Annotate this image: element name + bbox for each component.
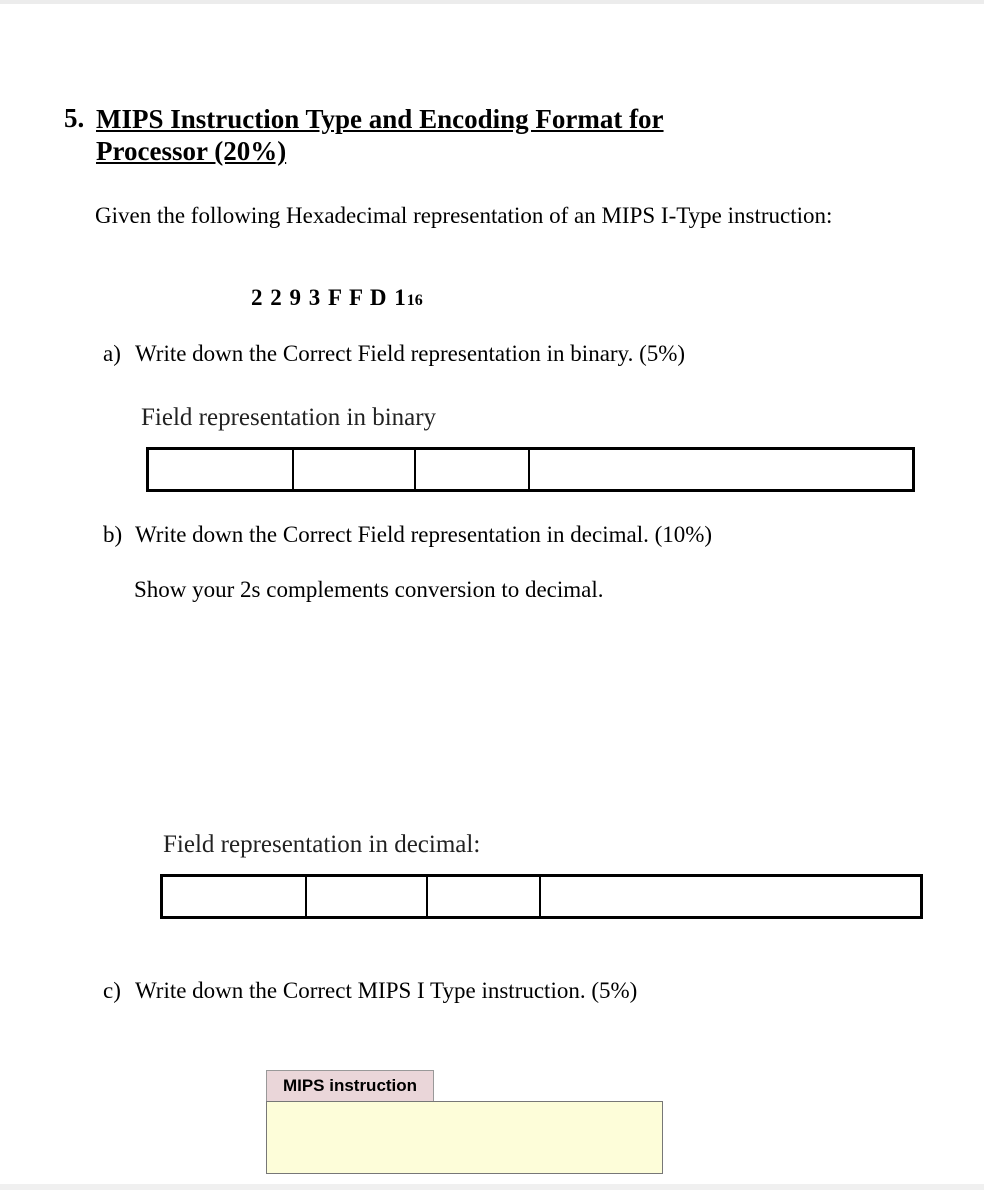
- decimal-field-title: Field representation in decimal:: [163, 831, 481, 858]
- question-number: 5.: [64, 103, 85, 133]
- decimal-field-table: [160, 874, 923, 919]
- part-b-label: b): [103, 522, 123, 547]
- mips-instruction-label: MIPS instruction: [266, 1070, 434, 1102]
- part-c-text: Write down the Correct MIPS I Type instruction. (5%): [135, 978, 638, 1003]
- question-title-line2: Processor (20%): [96, 136, 287, 166]
- decimal-opcode-cell[interactable]: [162, 876, 307, 918]
- mips-instruction-answer-box[interactable]: [266, 1101, 663, 1174]
- binary-field-table: [146, 447, 915, 492]
- part-a: [103, 340, 685, 367]
- part-b-note: Show your 2s complements conversion to decimal.: [134, 577, 604, 602]
- bottom-edge: [0, 1184, 984, 1190]
- binary-opcode-cell[interactable]: [148, 449, 294, 491]
- binary-rs-cell[interactable]: [293, 449, 415, 491]
- decimal-rs-cell[interactable]: [306, 876, 427, 918]
- binary-field-title: Field representation in binary: [141, 404, 437, 431]
- part-c-label: c): [103, 978, 121, 1003]
- question-title: [96, 103, 796, 167]
- top-edge: [0, 0, 984, 4]
- decimal-immediate-cell[interactable]: [540, 876, 922, 918]
- hex-digits: 2 2 9 3 F F D 1: [251, 285, 407, 310]
- decimal-rt-cell[interactable]: [427, 876, 540, 918]
- hex-subscript: 16: [406, 292, 423, 309]
- part-a-text: Write down the Correct Field representation in binary. (5%): [135, 341, 686, 366]
- part-a-label: a): [103, 341, 121, 366]
- part-c: [103, 977, 637, 1004]
- binary-immediate-cell[interactable]: [529, 449, 914, 491]
- intro-text: Given the following Hexadecimal representation of an MIPS I-Type instruction:: [95, 203, 833, 228]
- part-b-text: Write down the Correct Field representation in decimal. (10%): [135, 522, 713, 547]
- hex-value: [251, 285, 423, 311]
- binary-rt-cell[interactable]: [415, 449, 529, 491]
- question-title-line1: MIPS Instruction Type and Encoding Format for: [96, 104, 664, 134]
- part-b: [103, 521, 712, 548]
